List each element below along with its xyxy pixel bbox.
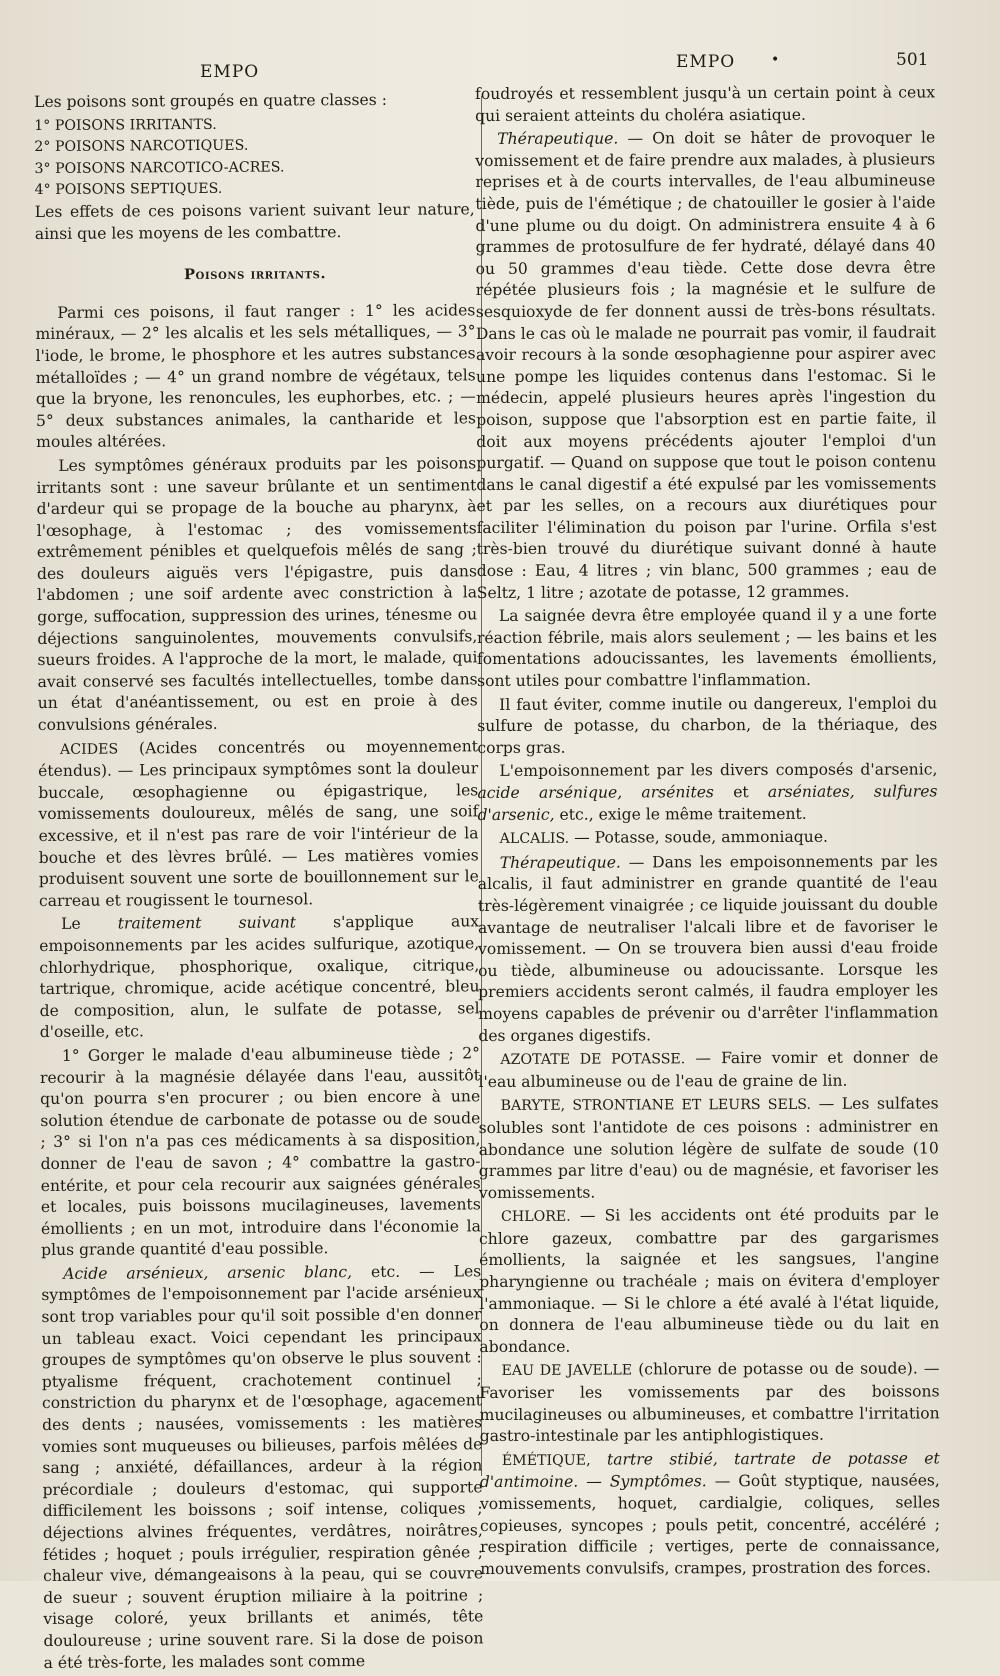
text-run: — Dans les empoisonnements par les alcalis, il faut administrer en grande quantité de l'eau très-légèrement vinaigrée ; ce liquide jouissant du double avantage de neutraliser l'alcali libre et de favoriser le vomissement. — On se trouvera bien aussi d'eau froide ou tiède, albumineuse ou adoucissante. Lorsque les premiers accidents seront calmés, il faudra employer les moyens capables de prévenir ou d'arrêter l'inflammation des organes digestifs.	[477, 852, 939, 1045]
paragraph	[479, 1094, 939, 1205]
class-item: 1° POISONS IRRITANTS.	[34, 116, 217, 134]
paragraph	[41, 1261, 483, 1674]
paragraph: Les symptômes généraux produits par les poisons irritants sont : une saveur brûlante et un sentiment d'ardeur qui se propage de la bouche au pharynx, à l'œsophage, à l'estomac ; des vomissements extrêmement pénibles et quelquefois mêlés de sang ; des douleurs aiguës vers l'épigastre, puis dans l'abdomen ; une soif ardente avec constriction à la gorge, suffocation, suppression des urines, ténesme ou déjections sanguinolentes, mouvements convulsifs, sueurs froides. A l'approche de la mort, le malade, qui avait conservé ses facultés intellectuelles, tombe dans un état d'anéantissement, ou est en proie à des convulsions générales.	[36, 454, 478, 735]
paragraph	[477, 760, 937, 826]
entry-label: ALCALIS.	[499, 830, 570, 848]
text-run: Le	[61, 914, 118, 934]
paragraph: Parmi ces poisons, il faut ranger : 1° les acides minéraux, — 2° les alcalis et les sels métalliques, — 3° l'iode, le brome, le phosphore et les autres substances métalloïdes ; — 4° un grand nombre de végétaux, tels que la bryone, les renoncules, les euphorbes, etc. ; — 5° deux substances animales, la cantharide et les moules altérées.	[35, 301, 477, 452]
text-run: etc. — Les symptômes de l'empoisonnement par l'acide arsénieux sont trop variables pour qu'il soit possible d'en donner un tableau exact. Voici cependant les principaux groupes de symptômes qu'on observe le plus souvent : ptyalisme fréquent, crachotement continuel ; constriction du pharynx et de l'œsophage, agacement des dents ; nausées, vomissements : les matières vomies sont muqueuses ou bilieuses, parfois mêlées de sang ; anxiété, défaillances, ardeur à la région précordiale ; douleurs d'estomac, qui supporte difficilement les boissons ; soif intense, coliques ; déjections alvines fréquentes, verdâtres, noirâtres, fétides ; hoquet ; pouls irrégulier, respiration gênée ; chaleur vive, démangeaisons à la peau, qui se couvre de sueur ; souvent éruption miliaire à la poitrine ; visage coloré, yeux brillants et animés, tête douloureuse ; urine souvent rare. Si la dose de poison a été très-forte, les malades sont comme	[41, 1262, 484, 1672]
running-head	[0, 48, 1000, 80]
paragraph	[479, 1205, 940, 1359]
entry-text: (Acides concentrés ou moyennement étendus). — Les principaux symptômes sont la douleur buccale, œsophagienne ou épigastrique, les vomissements douloureux, mêlés de sang, une soif excessive, et il n'est pas rare de voir l'intérieur de la bouche et des lèvres brûlé. — Les matières vomies produisent souvent une sorte de bouillonnement sur le carreau et rougissent le tournesol.	[38, 736, 479, 910]
entry-label: AZOTATE DE POTASSE.	[500, 1051, 686, 1069]
paragraph: Il faut éviter, comme inutile ou dangereux, l'emploi du sulfure de potasse, du charbon, de la thériaque, des corps gras.	[477, 694, 938, 757]
paragraph: 1° Gorger le malade d'eau albumineuse tiède ; 2° recourir à la magnésie délayée dans l'eau, aussitôt qu'on pourra s'en procurer ; ou bien encore à une solution étendue de carbonate de potasse ou de soude ; 3° si l'on n'a pas ces médicaments à sa disposition, donner de l'eau de savon ; 4° combattre la gastro-entérite, et pour cela recourir aux saignées générales et locales, puis boissons mucilagineuses, lavements émollients ; en un mot, introduire dans l'économie la plus grande quantité d'eau possible.	[39, 1044, 481, 1260]
right-column	[475, 82, 940, 1582]
text-run: — On doit se hâter de provoquer le vomissement et de faire prendre aux malades, à plusieurs reprises et à de courts intervalles, de l'eau albumineuse tiède, puis de l'émétique ; de chatouiller le gosier à l'aide d'une plume ou du doigt. On administrera ensuite 4 à 6 grammes de protosulfure de fer hydraté, délayé dans 40 ou 50 grammes d'eau tiède. Cette dose devra être répétée plusieurs fois ; la magnésie et le sulfure de sesquioxyde de fer donnent aussi de très-bons résultats. Dans le cas où le malade ne pourrait pas vomir, il faudrait avoir recours à la sonde œsophagienne pour aspirer avec une pompe les liquides contenus dans l'estomac. Si le médecin, appelé plusieurs heures après l'ingestion du poison, suppose que l'absorption est en partie faite, il doit aux moyens précédents ajouter l'emploi d'un purgatif. — Quand on suppose que tout le poison contenu dans le canal digestif a été expulsé par les vomissements et par les selles, on a recours aux diurétiques pour faciliter l'élimination du poison par l'urine. Orfila s'est très-bien trouvé du diurétique suivant donné à haute dose : Eau, 4 litres ; vin blanc, 500 grammes ; eau de Seltz, 1 litre ; azotate de potasse, 12 grammes.	[475, 128, 937, 602]
classes-intro: Les poisons sont groupés en quatre classes :	[34, 90, 388, 111]
entry-text: — Les sulfates solubles sont l'antidote de ces poisons : administrer en abondance une solution légère de sulfate de soude (10 grammes par litre d'eau) ou de magnésie, et favoriser les vomissements.	[478, 1094, 939, 1202]
left-column	[34, 89, 484, 1676]
italic-run: Thérapeutique.	[497, 129, 619, 149]
paragraph	[478, 827, 938, 851]
entry-text: — Potasse, soude, ammoniaque.	[569, 827, 829, 847]
paragraph	[478, 1048, 938, 1094]
section-heading: Poisons irritants.	[184, 265, 327, 284]
class-item: 4° POISONS SEPTIQUES.	[34, 181, 223, 199]
paragraph	[478, 851, 939, 1047]
entry-label: EAU DE JAVELLE	[501, 1362, 633, 1380]
text-run: s'applique aux empoisonnements par les acides sulfurique, azotique, chlorhydrique, phosphorique, oxalique, citrique, tartrique, chromique, acide acétique concentré, bleu de composition, alun, le sulfate de potasse, sel d'oseille, etc.	[39, 912, 480, 1042]
class-item: 3° POISONS NARCOTICO-ACRES.	[34, 159, 285, 177]
italic-run: arséniates, sulfures d'arsenic,	[477, 782, 938, 824]
page-number: 501	[896, 50, 929, 70]
entry-label: ACIDES	[59, 741, 119, 758]
paragraph: foudroyés et ressemblent jusqu'à un certain point à ceux qui seraient atteints du choléra asiatique.	[475, 83, 936, 125]
effects-paragraph: Les effets de ces poisons varient suivant leur nature, ainsi que les moyens de les combattre.	[34, 200, 475, 243]
running-title-left: EMPO	[200, 62, 260, 82]
paragraph: La saignée devra être employée quand il y a une forte réaction fébrile, mais alors seulement ; — les bains et les fomentations adoucissantes, les lavements émollients, sont utiles pour combattre l'inflammation.	[476, 605, 938, 691]
paragraph	[38, 736, 479, 912]
paragraph	[475, 128, 937, 605]
entry-label: BARYTE, STRONTIANE ET LEURS SELS.	[500, 1097, 812, 1115]
italic-run: traitement suivant	[117, 913, 297, 933]
text-run: et	[713, 782, 768, 802]
running-title-right: EMPO	[676, 52, 736, 72]
italic-run: Thérapeutique.	[499, 853, 621, 872]
text-run: etc., exige le même traitement.	[554, 804, 807, 824]
entry-text: — Faire vomir et donner de l'eau albumineuse ou de l'eau de graine de lin.	[478, 1048, 939, 1091]
poison-classes-list	[34, 113, 475, 202]
italic-run: tartre stibié, tartrate de potasse et d'antimoine.	[479, 1449, 940, 1492]
text-run: — Goût styptique, nausées, vomissements, hoquet, cardialgie, coliques, selles copieuses, syncopes ; pouls petit, concentré, accéléré ; respiration difficile ; vertiges, perte de connaissance, mouvements convulsifs, crampes, prostration des forces.	[479, 1471, 941, 1578]
italic-run: acide arsénique, arsénites	[477, 783, 714, 802]
printer-mark: •	[771, 52, 780, 68]
paragraph	[39, 912, 480, 1044]
entry-text: (chlorure de potasse ou de soude). — Favoriser les vomissements par des boissons mucilagineuses ou albumineuses, et combattre l'irritation gastro-intestinale par les antiphlogistiques.	[479, 1359, 940, 1446]
entry-label: CHLORE.	[500, 1208, 571, 1226]
paragraph	[480, 1448, 940, 1580]
italic-run: Acide arsénieux, arsenic blanc,	[63, 1262, 353, 1283]
entry-label: ÉMÉTIQUE,	[501, 1452, 591, 1469]
italic-run: Symptômes.	[609, 1472, 707, 1491]
paragraph	[479, 1359, 939, 1448]
entry-text: — Si les accidents ont été produits par le chlore gazeux, combattre par des gargarismes émollients, la saignée et les sangsues, l'angine pharyngienne ou trachéale ; mais on évitera d'employer l'ammoniaque. — Si le chlore a été avalé à l'état liquide, on donnera de l'eau albumineuse tiède ou du lait en abondance.	[478, 1205, 940, 1356]
text-run: —	[578, 1472, 610, 1492]
class-item: 2° POISONS NARCOTIQUES.	[34, 137, 249, 156]
text-run: L'empoisonnement par les divers composés d'arsenic,	[499, 760, 938, 781]
